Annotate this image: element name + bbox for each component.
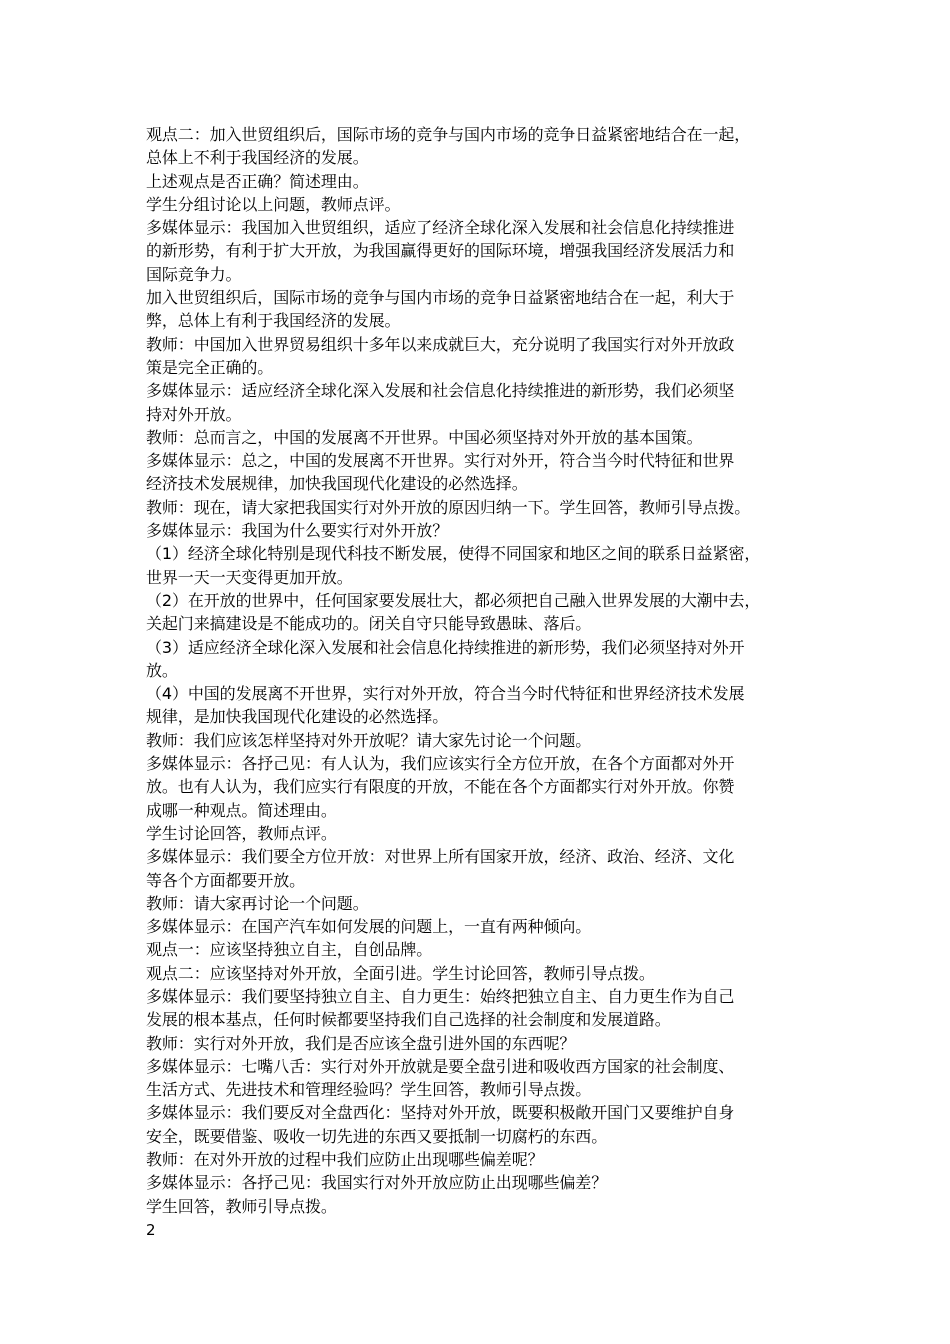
text-line: 多媒体显示：各抒己见：有人认为，我们应该实行全方位开放，在各个方面都对外开 [146,754,735,774]
text-line: 多媒体显示：我们要反对全盘西化：坚持对外开放，既要积极敞开国门又要维护自身 [146,1103,735,1123]
text-line: 教师：我们应该怎样坚持对外开放呢？请大家先讨论一个问题。 [146,730,592,750]
text-line: 教师：实行对外开放，我们是否应该全盘引进外国的东西呢？ [146,1033,576,1053]
text-line: 加入世贸组织后，国际市场的竞争与国内市场的竞争日益紧密地结合在一起，利大于 [146,288,735,308]
text-line: 教师：在对外开放的过程中我们应防止出现哪些偏差呢？ [146,1150,544,1170]
text-line: 教师：总而言之，中国的发展离不开世界。中国必须坚持对外开放的基本国策。 [146,427,703,447]
text-line: 学生讨论回答，教师点评。 [146,823,337,843]
text-line: 经济技术发展规律，加快我国现代化建设的必然选择。 [146,474,528,494]
text-line: 学生回答，教师引导点拨。 [146,1196,337,1216]
text-line: 上述观点是否正确？简述理由。 [146,171,369,191]
text-line: 等各个方面都要开放。 [146,870,306,890]
text-line: 学生分组讨论以上问题，教师点评。 [146,194,401,214]
text-line: 放。 [146,660,178,680]
text-line: （1）经济全球化特别是现代科技不断发展，使得不同国家和地区之间的联系日益紧密， [146,544,761,564]
page-number: 2 [146,1221,156,1239]
text-line: （4）中国的发展离不开世界，实行对外开放，符合当今时代特征和世界经济技术发展 [146,684,745,704]
text-line: 教师：请大家再讨论一个问题。 [146,893,369,913]
text-line: 观点二：加入世贸组织后，国际市场的竞争与国内市场的竞争日益紧密地结合在一起， [146,125,751,144]
text-line: 多媒体显示：在国产汽车如何发展的问题上，一直有两种倾向。 [146,917,592,937]
text-line: 多媒体显示：各抒己见：我国实行对外开放应防止出现哪些偏差？ [146,1173,608,1193]
text-line: 策是完全正确的。 [146,357,274,377]
text-line: 多媒体显示：我国为什么要实行对外开放？ [146,521,449,541]
text-line: 关起门来搞建设是不能成功的。闭关自守只能导致愚昧、落后。 [146,614,592,634]
text-line: 成哪一种观点。简述理由。 [146,800,337,820]
text-line: 的新形势，有利于扩大开放，为我国赢得更好的国际环境，增强我国经济发展活力和 [146,241,735,261]
text-line: 世界一天一天变得更加开放。 [146,567,353,587]
text-line: 国际竞争力。 [146,264,242,284]
text-line: 总体上不利于我国经济的发展。 [146,148,369,168]
text-line: 安全，既要借鉴、吸收一切先进的东西又要抵制一切腐朽的东西。 [146,1126,608,1146]
document-body [146,123,826,1218]
text-line: 持对外开放。 [146,404,242,424]
text-line: （3）适应经济全球化深入发展和社会信息化持续推进的新形势，我们必须坚持对外开 [146,637,745,657]
text-line: 多媒体显示：适应经济全球化深入发展和社会信息化持续推进的新形势，我们必须坚 [146,381,735,401]
text-line: 多媒体显示：我国加入世贸组织，适应了经济全球化深入发展和社会信息化持续推进 [146,218,735,238]
text-line: 教师：中国加入世界贸易组织十多年以来成就巨大，充分说明了我国实行对外开放政 [146,334,735,354]
text-line: 多媒体显示：七嘴八舌：实行对外开放就是要全盘引进和吸收西方国家的社会制度、 [146,1056,735,1076]
text-line: 生活方式、先进技术和管理经验吗？学生回答，教师引导点拨。 [146,1080,592,1100]
text-line: 放。也有人认为，我们应实行有限度的开放，不能在各个方面都实行对外开放。你赞 [146,777,735,797]
text-line: 规律，是加快我国现代化建设的必然选择。 [146,707,449,727]
text-line: 多媒体显示：我们要全方位开放：对世界上所有国家开放，经济、政治、经济、文化 [146,847,735,867]
text-line: 多媒体显示：我们要坚持独立自主、自力更生：始终把独立自主、自力更生作为自己 [146,986,735,1006]
text-line: 教师：现在，请大家把我国实行对外开放的原因归纳一下。学生回答，教师引导点拨。 [146,497,751,517]
text-line: 多媒体显示：总之，中国的发展离不开世界。实行对外开，符合当今时代特征和世界 [146,451,735,471]
text-line: 观点二：应该坚持对外开放，全面引进。学生讨论回答，教师引导点拨。 [146,963,655,983]
text-line: 发展的根本基点，任何时候都要坚持我们自己选择的社会制度和发展道路。 [146,1010,671,1030]
text-line: 弊，总体上有利于我国经济的发展。 [146,311,401,331]
text-line: （2）在开放的世界中，任何国家要发展壮大，都必须把自己融入世界发展的大潮中去， [146,590,761,610]
text-line: 观点一：应该坚持独立自主，自创品牌。 [146,940,433,960]
